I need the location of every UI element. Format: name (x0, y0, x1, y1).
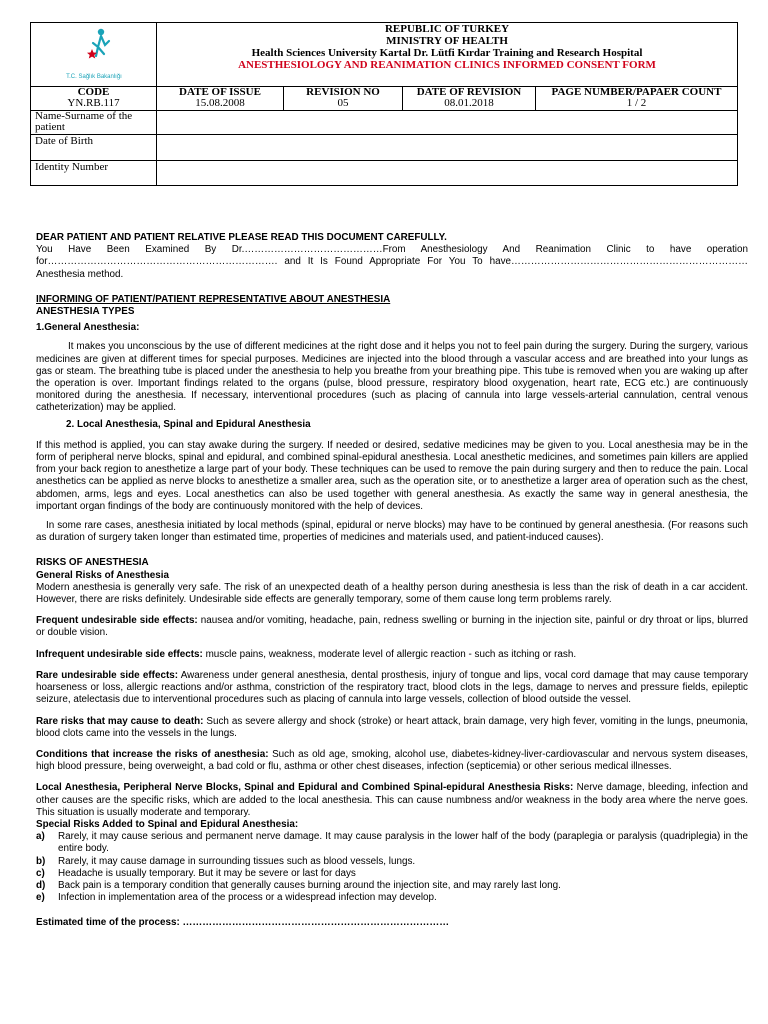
identity-number-field[interactable] (157, 161, 738, 186)
list-marker: d) (36, 879, 46, 891)
meta-page-label: PAGE NUMBER/PAPAER COUNT (551, 86, 722, 98)
list-text: Back pain is a temporary condition that generally causes burning around the injection site, and may rarely last long. (58, 879, 561, 891)
identity-number-label: Identity Number (31, 161, 157, 186)
meta-issue-label: DATE OF ISSUE (179, 86, 261, 98)
list-item (36, 856, 748, 868)
local-risks-label: Local Anesthesia, Peripheral Nerve Blocks, Spinal and Epidural and Combined Spinal-epidural Anesthesia Risks: (36, 782, 574, 794)
meta-issue-value: 15.08.2008 (195, 97, 245, 109)
special-risks-heading: Special Risks Added to Spinal and Epidural Anesthesia: (36, 818, 299, 830)
list-marker: c) (36, 867, 45, 879)
date-of-birth-field[interactable] (157, 135, 738, 161)
local-risks-text: Nerve damage, bleeding, infection and other causes are the specific risks, which are added to the local anesthesia. This can cause numbness and/or weakness in the body area where the nerve goes. This situation is usually moderate and temporary. (36, 782, 748, 818)
estimated-time-field[interactable]: Estimated time of the process: ……………………………………………………………………… (36, 917, 450, 929)
death-risks (36, 716, 748, 740)
special-risks-list (36, 831, 748, 904)
ministry-logo-icon (49, 23, 139, 81)
list-text: Rarely, it may cause damage in surrounding tissues such as blood vessels, lungs. (58, 855, 416, 867)
meta-date-of-revision (403, 87, 536, 111)
form-title: ANESTHESIOLOGY AND REANIMATION CLINICS INFORMED CONSENT FORM (238, 59, 656, 71)
rare-cases-text: In some rare cases, anesthesia initiated by local methods (spinal, epidural or nerve blocks) may have to be continued by general anesthesia. (For reasons such as duration of surgery taken longer than estimated time, properties of medicines and materials used, and patient-induced causes). (36, 520, 748, 544)
form-body (36, 232, 748, 930)
intro-heading: DEAR PATIENT AND PATIENT RELATIVE PLEASE READ THIS DOCUMENT CAREFULLY. (36, 232, 447, 243)
title-line-country: REPUBLIC OF TURKEY (384, 23, 510, 35)
meta-revision-no (284, 87, 403, 111)
patient-name-label: Name-Surname of the patient (31, 111, 157, 135)
meta-code (31, 87, 157, 111)
local-anesthesia-heading: 2. Local Anesthesia, Spinal and Epidural Anesthesia (66, 418, 311, 430)
meta-revision-value: 05 (337, 97, 349, 109)
meta-revision-date-label: DATE OF REVISION (416, 86, 522, 98)
form-header-table (30, 22, 738, 186)
title-line-hospital: Health Sciences University Kartal Dr. Lütfi Kırdar Training and Research Hospital (251, 47, 643, 59)
list-text: Rarely, it may cause serious and permanent nerve damage. It may cause paralysis in the lower half of the body (paraplegia or paralysis (quadriplegia) in the entire body. (58, 831, 748, 855)
general-anesthesia-heading: 1.General Anesthesia: (36, 322, 140, 334)
meta-revision-date-value: 08.01.2018 (444, 97, 494, 109)
local-anesthesia-text: If this method is applied, you can stay awake during the surgery. If needed or desired, sedative medicines may be given to you. Local anesthesia may be in the form of peripheral nerve blocks, spinal and epidural, and combined spinal-epidural anesthesia. Local anesthetic medicines, and sometimes pain killers are applied from your back region to anesthetize a large part of your body. These techniques can be used to remove the pain during surgery and then to reduce the pain. Local anesthetics can be applied as nerve blocks to anesthetize a smaller area, such as the operation site, or to anesthetize a larger area of operation such as the chest, abdomen, arms, legs and eyes. Local anesthetics can also be used together with general anesthesia. As exactly the same way in general anesthesia, the important organ findings of the body are continuously monitored with the help of devices. (36, 439, 748, 512)
list-item (36, 831, 748, 855)
list-item (36, 868, 748, 880)
date-of-birth-label: Date of Birth (31, 135, 157, 161)
rare-effects-text: Awareness under general anesthesia, dental prosthesis, injury of tongue and lips, vocal cord damage that may cause temporary hoarseness or loss, allergic reactions and/or asthma, constriction of the respiratory tract, blood clots in the legs, damage to nerves and pressure fields, epileptic seizure, atelectasis due to interventional procedures such as placing of cannula into large vessels, collection of blood outside the vessel. (36, 669, 749, 706)
risks-heading: RISKS OF ANESTHESIA (36, 557, 149, 569)
form-title-cell (157, 23, 738, 87)
list-item (36, 880, 748, 892)
general-anesthesia-text: It makes you unconscious by the use of different medicines at the right dose and it helps you not to feel pain during the surgery. During the surgery, various medicines are given at different times for special purposes. Medicines are injected into the blood through a vascular access and are breathed into your lungs as gas or steam. The breathing tube is placed under the anesthesia to help you breathe from your breathing pipe. This tube is removed when you are waking up after the operation is over. Important findings related to the organs (pulse, blood pressure, respiratory blood oxygenation, heart rate, ECG etc.) are continuously monitored during the anesthesia. If necessary, interventional procedures (such as placing of cannula into large vessels-arterial cannulation, central venous catheterization) may be applied. (36, 341, 748, 414)
logo-cell (31, 23, 157, 87)
risk-conditions-label: Conditions that increase the risks of anesthesia: (36, 748, 269, 760)
patient-name-field[interactable] (157, 111, 738, 135)
intro-paragraph: You Have Been Examined By Dr.……………………………………From Anesthesiology And Reanimation Clinic to have operation for……………………………………………………………. and It Is Found Appropriate For You To have……………………………………………………………… Anesthesia method. (36, 244, 748, 280)
list-text: Headache is usually temporary. But it may be severe or last for days (58, 867, 356, 879)
meta-page-count (536, 87, 738, 111)
meta-revision-label: REVISION NO (306, 86, 380, 98)
frequent-effects-text: nausea and/or vomiting, headache, pain, redness swelling or burning in the injection site, painful or dry throat or lips, blurred or double vision. (36, 615, 748, 639)
list-marker: a) (36, 831, 45, 843)
list-text: Infection in implementation area of the process or a widespread infection may develop. (58, 892, 437, 904)
meta-page-value: 1 / 2 (626, 97, 647, 109)
death-risks-label: Rare risks that may cause to death: (36, 715, 204, 727)
infrequent-effects-text: muscle pains, weakness, moderate level of allergic reaction - such as itching or rash. (202, 648, 577, 660)
list-item (36, 892, 748, 904)
risk-conditions-text: Such as old age, smoking, alcohol use, diabetes-kidney-liver-cardiovascular and nervous system diseases, high blood pressure, being overweight, a bad cold or flu, asthma or other chest diseases, infection (septicemia) or other serious medical illnesses. (36, 748, 748, 773)
general-risks-heading: General Risks of Anesthesia (36, 569, 169, 581)
death-risks-text: Such as severe allergy and shock (stroke) or heart attack, brain damage, very high fever, vomiting in the lungs, pneumonia, blood clots came into the vessels in the lungs. (36, 715, 749, 739)
infrequent-effects (36, 649, 748, 661)
logo-caption: T.C. Sağlık Bakanlığı (65, 74, 122, 80)
anesthesia-types-heading: ANESTHESIA TYPES (36, 306, 135, 318)
frequent-effects-label: Frequent undesirable side effects: (36, 615, 198, 627)
rare-effects (36, 670, 748, 707)
general-risks-text: Modern anesthesia is generally very safe. The risk of an unexpected death of a healthy person during anesthesia is less than the risk of death in a car accident. However, there are risks definitely. Undesirable side effects are generally temporary, some of them cause long term problems rarely. (36, 581, 748, 606)
local-risks (36, 782, 748, 819)
meta-code-label: CODE (77, 86, 110, 98)
title-line-ministry: MINISTRY OF HEALTH (386, 35, 508, 47)
risk-conditions (36, 749, 748, 773)
infrequent-effects-label: Infrequent undesirable side effects: (36, 648, 203, 660)
informing-heading: INFORMING OF PATIENT/PATIENT REPRESENTATIVE ABOUT ANESTHESIA (36, 293, 391, 305)
frequent-effects (36, 615, 748, 639)
meta-date-of-issue (157, 87, 284, 111)
list-marker: b) (36, 855, 46, 867)
rare-effects-label: Rare undesirable side effects: (36, 669, 179, 681)
list-marker: e) (36, 892, 45, 904)
meta-code-value: YN.RB.117 (67, 97, 120, 109)
